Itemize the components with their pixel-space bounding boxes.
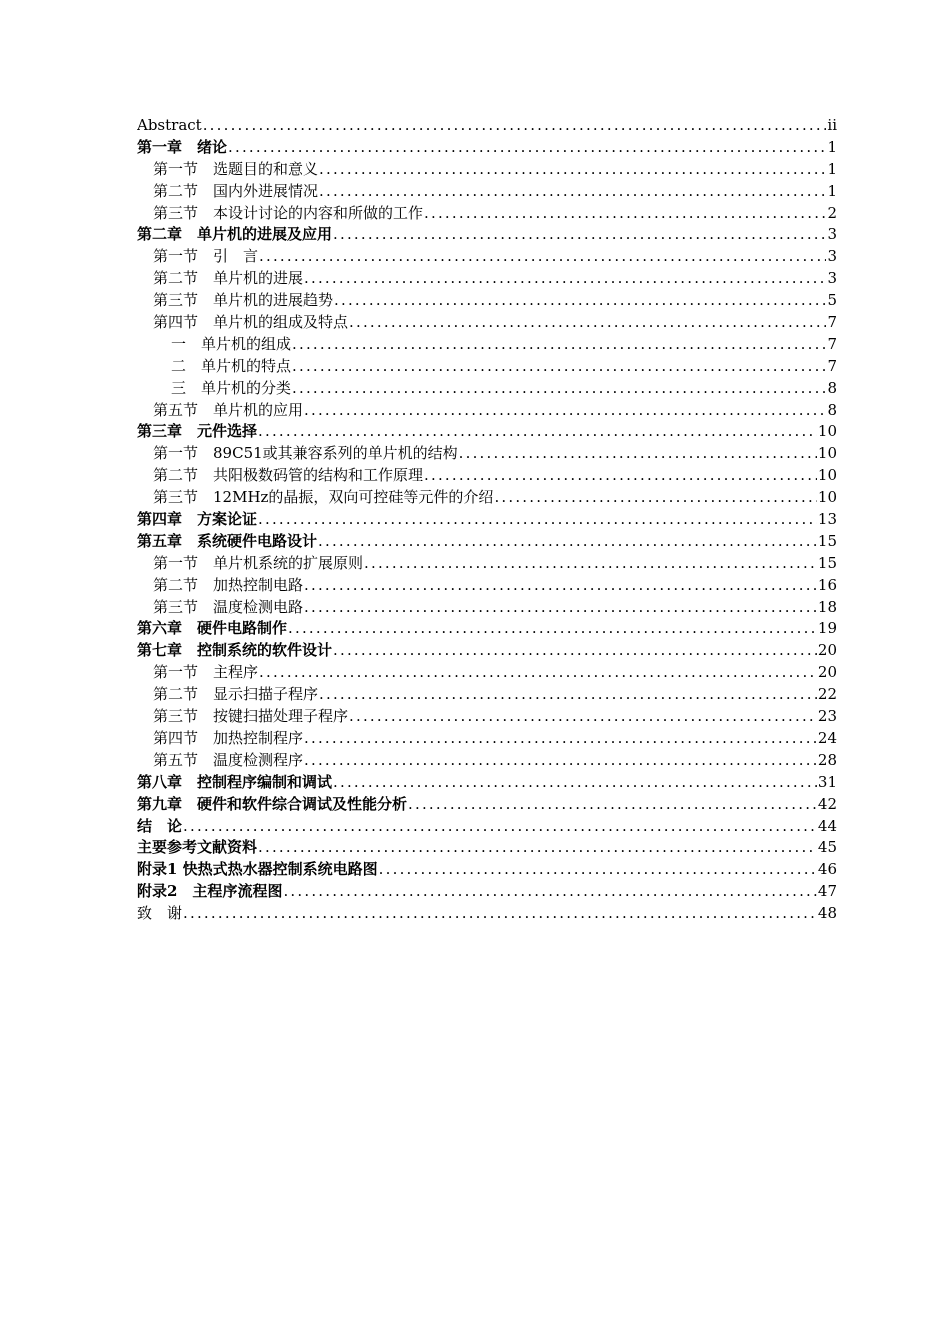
toc-entry-title: 第三节 温度检测电路 bbox=[153, 597, 304, 616]
toc-entry-title: 第三节 按键扫描处理子程序 bbox=[153, 707, 349, 726]
toc-entry-page-number: 13 bbox=[817, 510, 837, 529]
dot-leader bbox=[183, 903, 817, 925]
toc-entry-title: 主要参考文献资料 bbox=[137, 838, 258, 857]
dot-leader bbox=[288, 618, 817, 640]
toc-entry-title: Abstract bbox=[137, 116, 202, 134]
toc-entry-page-number: 10 bbox=[817, 488, 837, 507]
toc-entry[interactable] bbox=[137, 750, 837, 772]
dot-leader bbox=[292, 378, 826, 400]
toc-entry-title: 致 谢 bbox=[137, 904, 183, 923]
toc-entry[interactable] bbox=[137, 640, 837, 662]
dot-leader bbox=[494, 487, 816, 509]
toc-entry-title: 附录2 主程序流程图 bbox=[137, 882, 283, 901]
toc-entry-page-number: 2 bbox=[827, 203, 837, 222]
toc-entry[interactable] bbox=[137, 837, 837, 859]
toc-entry-title: 结 论 bbox=[137, 816, 183, 835]
toc-entry[interactable] bbox=[137, 181, 837, 203]
toc-entry-title: 第四节 单片机的组成及特点 bbox=[153, 313, 349, 332]
toc-entry-page-number: 7 bbox=[827, 356, 837, 375]
dot-leader bbox=[318, 531, 817, 553]
toc-entry-page-number: 8 bbox=[827, 378, 837, 397]
toc-entry-page-number: 16 bbox=[817, 575, 837, 594]
dot-leader bbox=[183, 816, 817, 838]
dot-leader bbox=[228, 137, 826, 159]
toc-entry-page-number: 3 bbox=[827, 225, 837, 244]
toc-entry[interactable] bbox=[137, 662, 837, 684]
toc-entry-page-number: 3 bbox=[827, 269, 837, 288]
toc-entry-title: 第一节 单片机系统的扩展原则 bbox=[153, 553, 364, 572]
toc-entry-title: 第三节 单片机的进展趋势 bbox=[153, 291, 334, 310]
toc-entry-title: 第三章 元件选择 bbox=[137, 422, 258, 441]
dot-leader bbox=[334, 290, 826, 312]
toc-entry[interactable] bbox=[137, 553, 837, 575]
dot-leader bbox=[258, 421, 817, 443]
dot-leader bbox=[304, 268, 826, 290]
toc-entry[interactable] bbox=[137, 203, 837, 225]
toc-entry-page-number: 24 bbox=[817, 728, 837, 747]
dot-leader bbox=[333, 224, 826, 246]
toc-entry-page-number: 45 bbox=[817, 838, 837, 857]
toc-entry-page-number: ii bbox=[827, 116, 837, 134]
toc-entry[interactable] bbox=[137, 531, 837, 553]
toc-entry-title: 一 单片机的组成 bbox=[171, 334, 292, 353]
toc-entry[interactable] bbox=[137, 487, 837, 509]
toc-entry-page-number: 31 bbox=[817, 772, 837, 791]
dot-leader bbox=[349, 312, 826, 334]
toc-entry-page-number: 5 bbox=[827, 291, 837, 310]
toc-entry-page-number: 20 bbox=[817, 663, 837, 682]
toc-entry-page-number: 1 bbox=[827, 137, 837, 156]
toc-entry[interactable] bbox=[137, 246, 837, 268]
toc-entry-title: 第二节 显示扫描子程序 bbox=[153, 685, 319, 704]
toc-entry-page-number: 44 bbox=[817, 816, 837, 835]
toc-entry[interactable] bbox=[137, 684, 837, 706]
dot-leader bbox=[258, 837, 817, 859]
toc-entry-page-number: 1 bbox=[827, 181, 837, 200]
toc-entry-title: 第四节 加热控制程序 bbox=[153, 728, 304, 747]
toc-entry[interactable] bbox=[137, 465, 837, 487]
toc-entry-page-number: 42 bbox=[817, 794, 837, 813]
dot-leader bbox=[259, 246, 826, 268]
toc-entry-page-number: 8 bbox=[827, 400, 837, 419]
toc-entry-page-number: 28 bbox=[817, 750, 837, 769]
toc-entry-title: 第一节 89C51或其兼容系列的单片机的结构 bbox=[153, 444, 458, 463]
toc-entry-title: 第八章 控制程序编制和调试 bbox=[137, 772, 333, 791]
toc-entry-title: 第六章 硬件电路制作 bbox=[137, 619, 288, 638]
dot-leader bbox=[259, 662, 817, 684]
dot-leader bbox=[408, 794, 817, 816]
toc-entry-page-number: 3 bbox=[827, 247, 837, 266]
toc-entry[interactable] bbox=[137, 859, 837, 881]
toc-entry-title: 第五节 单片机的应用 bbox=[153, 400, 304, 419]
dot-leader bbox=[304, 728, 817, 750]
toc-entry-title: 第二章 单片机的进展及应用 bbox=[137, 225, 333, 244]
toc-entry[interactable] bbox=[137, 881, 837, 903]
toc-entry[interactable] bbox=[137, 312, 837, 334]
toc-entry-title: 二 单片机的特点 bbox=[171, 356, 292, 375]
dot-leader bbox=[379, 859, 817, 881]
toc-entry-title: 第一章 绪论 bbox=[137, 137, 228, 156]
toc-entry-title: 第二节 加热控制电路 bbox=[153, 575, 304, 594]
dot-leader bbox=[333, 772, 817, 794]
toc-entry-page-number: 48 bbox=[817, 904, 837, 923]
toc-entry-title: 三 单片机的分类 bbox=[171, 378, 292, 397]
table-of-contents bbox=[137, 115, 837, 925]
toc-entry-title: 第二节 国内外进展情况 bbox=[153, 181, 319, 200]
toc-entry-title: 第三节 12MHz的晶振，双向可控硅等元件的介绍 bbox=[153, 488, 494, 507]
toc-entry-title: 第一节 引 言 bbox=[153, 247, 259, 266]
toc-entry[interactable] bbox=[137, 378, 837, 400]
toc-entry[interactable] bbox=[137, 903, 837, 925]
toc-entry[interactable] bbox=[137, 575, 837, 597]
toc-entry-page-number: 7 bbox=[827, 334, 837, 353]
dot-leader bbox=[304, 575, 817, 597]
toc-entry-title: 第九章 硬件和软件综合调试及性能分析 bbox=[137, 794, 408, 813]
toc-entry[interactable] bbox=[137, 772, 837, 794]
toc-entry-title: 第三节 本设计讨论的内容和所做的工作 bbox=[153, 203, 424, 222]
dot-leader bbox=[304, 597, 817, 619]
toc-entry[interactable] bbox=[137, 443, 837, 465]
toc-entry[interactable] bbox=[137, 509, 837, 531]
toc-entry-page-number: 23 bbox=[817, 707, 837, 726]
dot-leader bbox=[364, 553, 817, 575]
dot-leader bbox=[304, 400, 826, 422]
toc-entry[interactable] bbox=[137, 816, 837, 838]
toc-entry-title: 第五章 系统硬件电路设计 bbox=[137, 531, 318, 550]
toc-entry[interactable] bbox=[137, 706, 837, 728]
dot-leader bbox=[304, 750, 817, 772]
dot-leader bbox=[319, 159, 826, 181]
toc-entry-page-number: 10 bbox=[817, 422, 837, 441]
toc-entry-page-number: 19 bbox=[817, 619, 837, 638]
dot-leader bbox=[292, 334, 826, 356]
toc-entry[interactable] bbox=[137, 290, 837, 312]
toc-entry-page-number: 10 bbox=[817, 466, 837, 485]
toc-entry-title: 第一节 主程序 bbox=[153, 663, 259, 682]
toc-entry-page-number: 46 bbox=[817, 860, 837, 879]
toc-entry-page-number: 1 bbox=[827, 159, 837, 178]
toc-entry-title: 第四章 方案论证 bbox=[137, 510, 258, 529]
toc-entry[interactable] bbox=[137, 400, 837, 422]
toc-entry[interactable] bbox=[137, 115, 837, 137]
toc-entry[interactable] bbox=[137, 421, 837, 443]
dot-leader bbox=[203, 115, 827, 137]
toc-entry-page-number: 20 bbox=[817, 641, 837, 660]
dot-leader bbox=[292, 356, 826, 378]
toc-entry-page-number: 22 bbox=[817, 685, 837, 704]
dot-leader bbox=[319, 181, 826, 203]
dot-leader bbox=[319, 684, 817, 706]
toc-entry-title: 第二节 共阳极数码管的结构和工作原理 bbox=[153, 466, 424, 485]
toc-entry-title: 附录1 快热式热水器控制系统电路图 bbox=[137, 860, 378, 879]
toc-entry[interactable] bbox=[137, 794, 837, 816]
toc-entry[interactable] bbox=[137, 356, 837, 378]
dot-leader bbox=[459, 443, 817, 465]
toc-entry[interactable] bbox=[137, 728, 837, 750]
toc-entry[interactable] bbox=[137, 334, 837, 356]
toc-entry-page-number: 47 bbox=[817, 882, 837, 901]
toc-entry[interactable] bbox=[137, 597, 837, 619]
toc-entry-title: 第五节 温度检测程序 bbox=[153, 750, 304, 769]
toc-entry-title: 第二节 单片机的进展 bbox=[153, 269, 304, 288]
toc-entry[interactable] bbox=[137, 618, 837, 640]
toc-entry-page-number: 10 bbox=[817, 444, 837, 463]
toc-entry[interactable] bbox=[137, 224, 837, 246]
dot-leader bbox=[424, 203, 826, 225]
dot-leader bbox=[349, 706, 817, 728]
dot-leader bbox=[283, 881, 816, 903]
toc-entry-page-number: 15 bbox=[817, 531, 837, 550]
toc-entry[interactable] bbox=[137, 268, 837, 290]
toc-entry-page-number: 15 bbox=[817, 553, 837, 572]
toc-entry[interactable] bbox=[137, 159, 837, 181]
toc-entry[interactable] bbox=[137, 137, 837, 159]
dot-leader bbox=[333, 640, 817, 662]
dot-leader bbox=[424, 465, 817, 487]
toc-entry-title: 第一节 选题目的和意义 bbox=[153, 159, 319, 178]
dot-leader bbox=[258, 509, 817, 531]
toc-entry-page-number: 7 bbox=[827, 313, 837, 332]
toc-entry-page-number: 18 bbox=[817, 597, 837, 616]
toc-entry-title: 第七章 控制系统的软件设计 bbox=[137, 641, 333, 660]
